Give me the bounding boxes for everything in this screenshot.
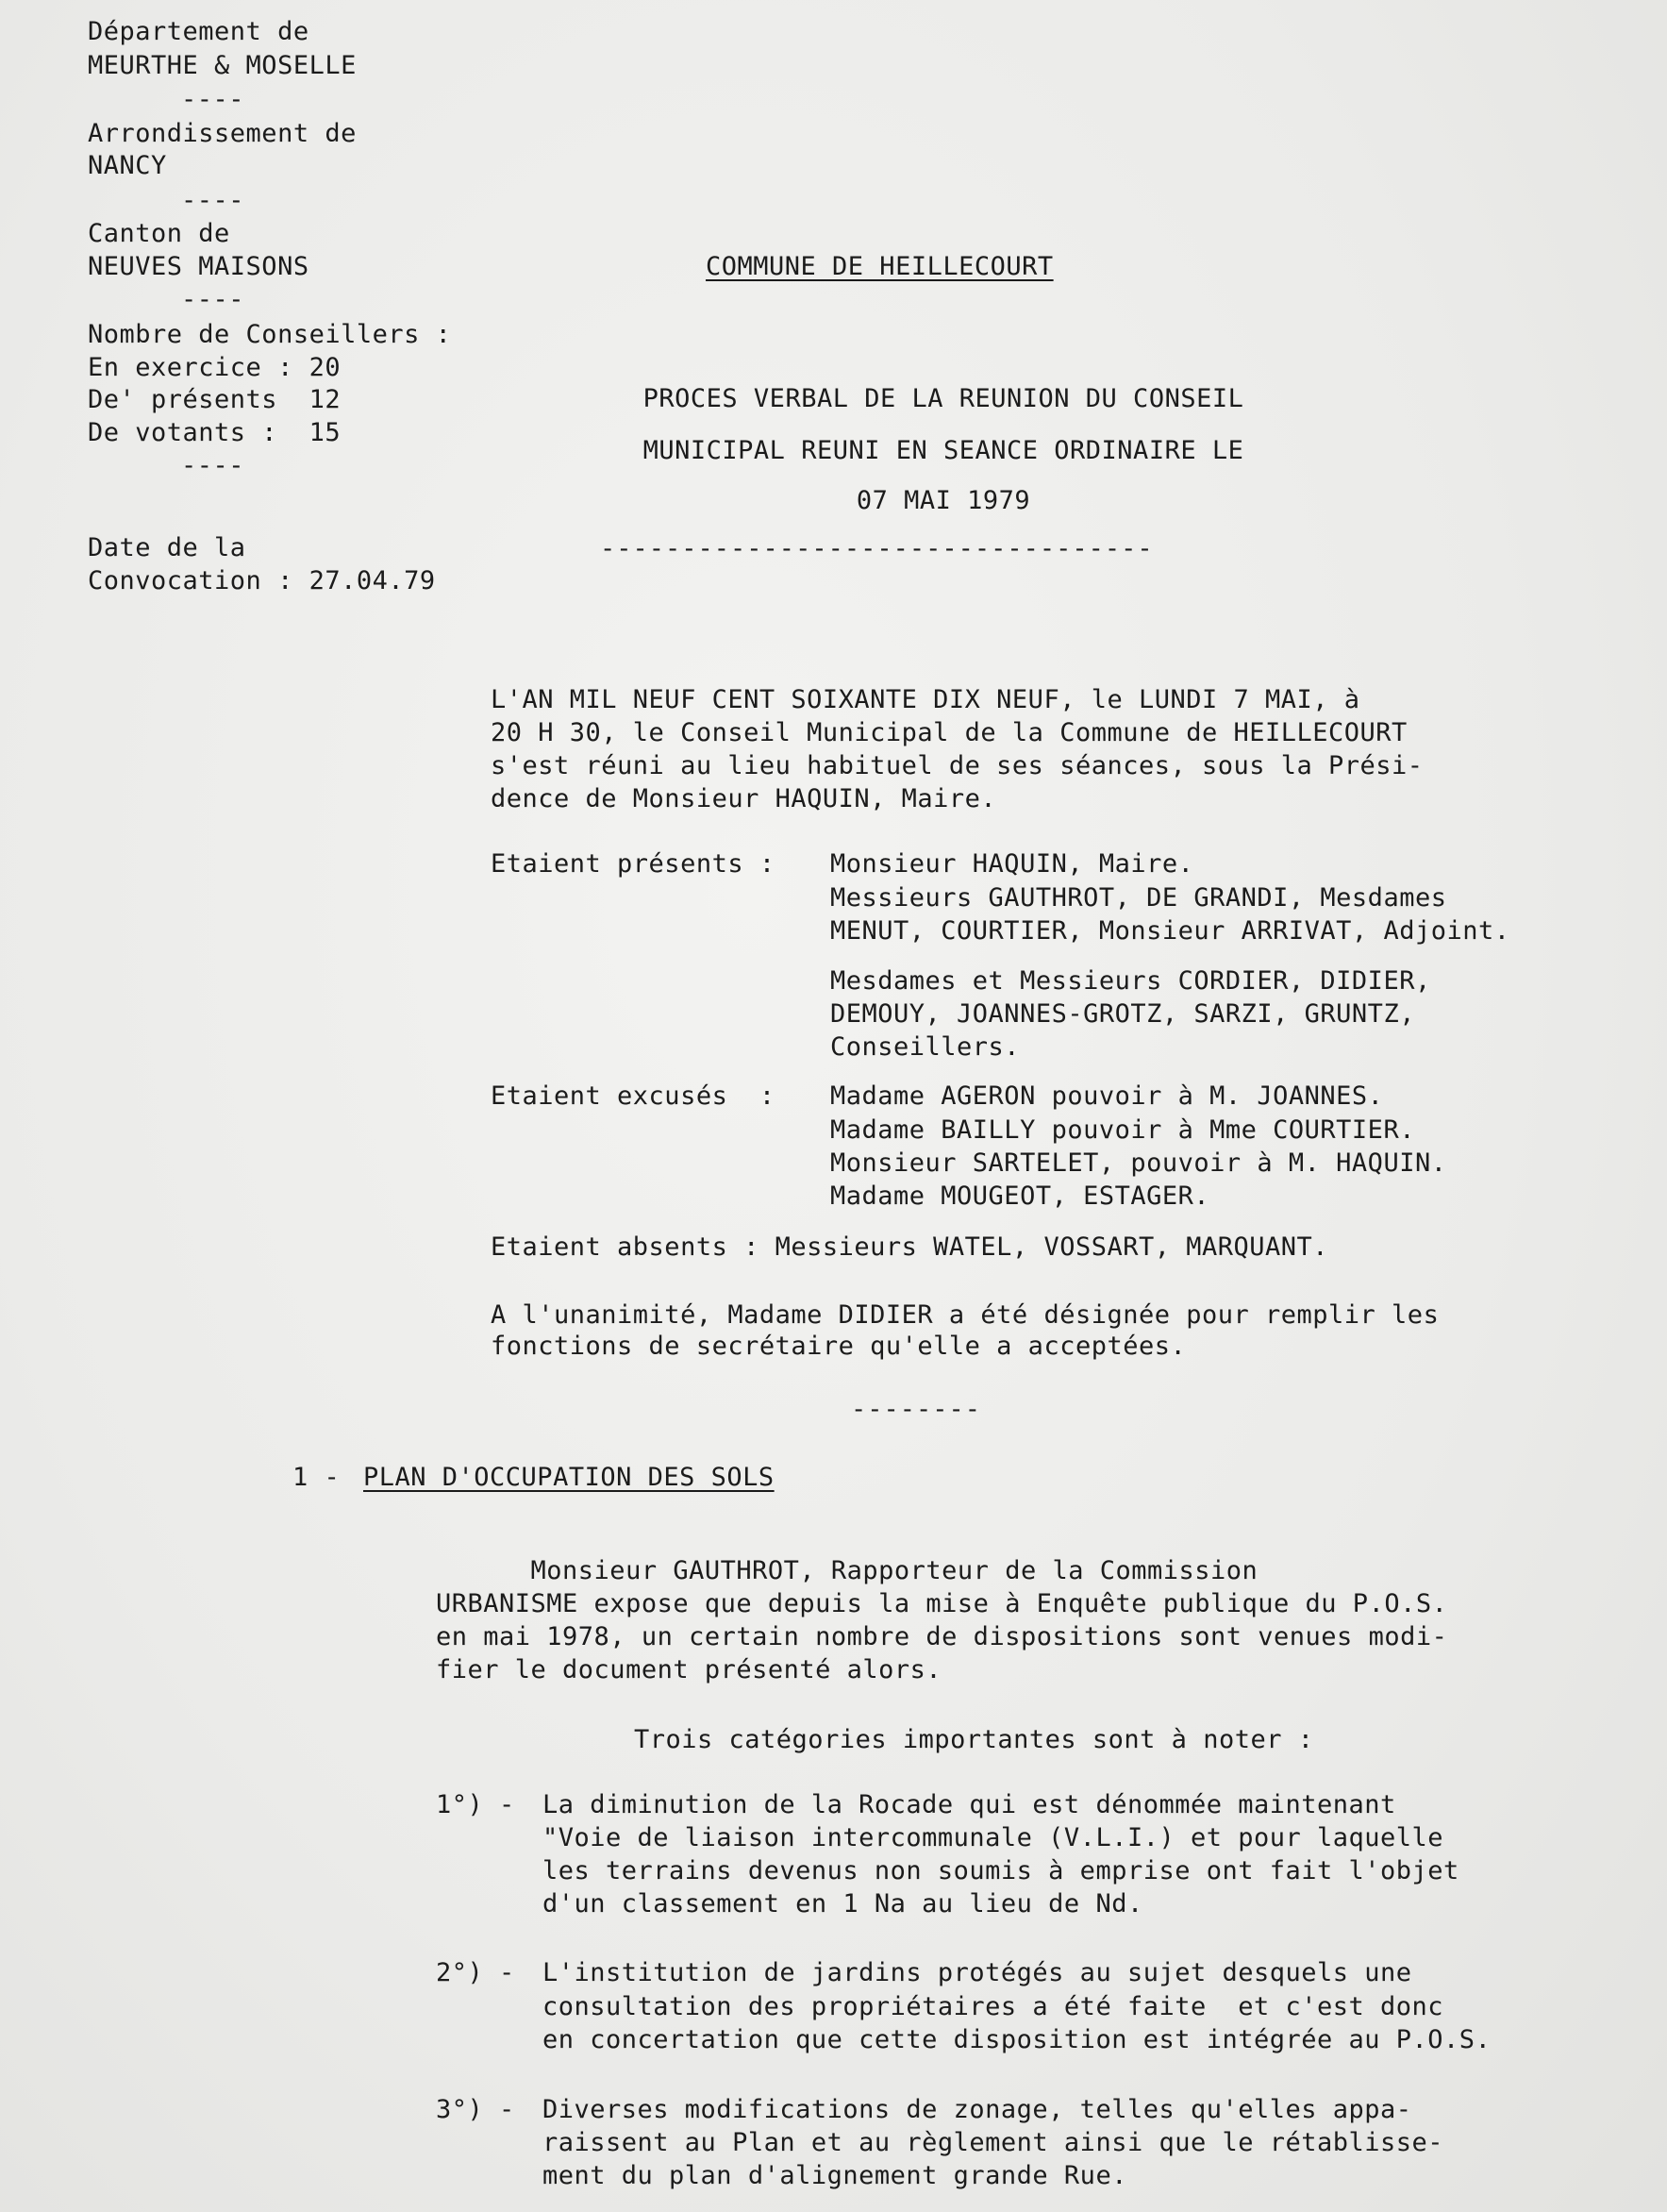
sidebar-convocation-label: Date de la xyxy=(88,533,246,562)
proces-verbal-title-line-1: PROCES VERBAL DE LA REUNION DU CONSEIL xyxy=(642,384,1244,413)
presents-label: Etaient présents : xyxy=(491,849,775,879)
item-line: Diverses modifications de zonage, telles qu'elles appa- xyxy=(542,2095,1412,2124)
excuses-line: Madame AGERON pouvoir à M. JOANNES. xyxy=(830,1081,1384,1111)
item-line: ment du plan d'alignement grande Rue. xyxy=(542,2161,1127,2190)
presents-line: Mesdames et Messieurs CORDIER, DIDIER, xyxy=(830,966,1431,996)
section-lead: Trois catégories importantes sont à noter : xyxy=(634,1725,1314,1754)
sidebar-convocation-date: Convocation : 27.04.79 xyxy=(88,566,436,595)
item-line: les terrains devenus non soumis à emprise ont fait l'objet xyxy=(542,1856,1459,1885)
section-number: 1 - xyxy=(292,1463,341,1492)
sidebar-conseillers-label: Nombre de Conseillers : xyxy=(88,320,452,349)
excuses-line: Madame BAILLY pouvoir à Mme COURTIER. xyxy=(830,1115,1415,1145)
section-para-line: Monsieur GAUTHROT, Rapporteur de la Commission xyxy=(436,1556,1259,1585)
item-line: L'institution de jardins protégés au sujet desquels une xyxy=(542,1958,1412,1987)
item-line: La diminution de la Rocade qui est dénommée maintenant xyxy=(542,1790,1396,1819)
sidebar-separator: ---- xyxy=(181,85,245,114)
intro-line: dence de Monsieur HAQUIN, Maire. xyxy=(491,784,997,813)
excuses-line: Madame MOUGEOT, ESTAGER. xyxy=(830,1181,1210,1211)
section-para-line: fier le document présenté alors. xyxy=(436,1655,942,1684)
intro-line: L'AN MIL NEUF CENT SOIXANTE DIX NEUF, le LUNDI 7 MAI, à xyxy=(491,685,1360,714)
absents-line: Etaient absents : Messieurs WATEL, VOSSART, MARQUANT. xyxy=(491,1232,1329,1262)
sidebar-arrondissement-label: Arrondissement de xyxy=(88,119,357,148)
section-para-line: en mai 1978, un certain nombre de dispositions sont venues modi- xyxy=(436,1622,1448,1651)
item-line: d'un classement en 1 Na au lieu de Nd. xyxy=(542,1889,1143,1919)
secretaire-line: fonctions de secrétaire qu'elle a acceptées. xyxy=(491,1332,1187,1361)
item-number: 3°) - xyxy=(436,2095,515,2124)
item-line: consultation des propriétaires a été faite et c'est donc xyxy=(542,1992,1444,2021)
item-number: 1°) - xyxy=(436,1790,515,1819)
sidebar-separator: ---- xyxy=(181,285,245,314)
presents-line: DEMOUY, JOANNES-GROTZ, SARZI, GRUNTZ, xyxy=(830,999,1415,1029)
sidebar-departement-value: MEURTHE & MOSELLE xyxy=(88,51,357,80)
presents-line: Conseillers. xyxy=(830,1032,1021,1062)
sidebar-separator: ---- xyxy=(181,186,245,215)
secretaire-line: A l'unanimité, Madame DIDIER a été désignée pour remplir les xyxy=(491,1300,1440,1330)
excuses-label: Etaient excusés : xyxy=(491,1081,775,1111)
sidebar-presents: De' présents 12 xyxy=(88,385,342,414)
section-title: PLAN D'OCCUPATION DES SOLS xyxy=(363,1463,775,1492)
commune-title: COMMUNE DE HEILLECOURT xyxy=(706,252,1054,281)
section-para-line: URBANISME expose que depuis la mise à Enquête publique du P.O.S. xyxy=(436,1589,1448,1618)
proces-verbal-title-line-2: MUNICIPAL REUNI EN SEANCE ORDINAIRE LE xyxy=(642,436,1244,465)
header-rule: ---------------------------------- xyxy=(600,534,1154,563)
sidebar-canton-value: NEUVES MAISONS xyxy=(88,252,309,281)
sidebar-votants: De votants : 15 xyxy=(88,418,342,447)
proces-verbal-date: 07 MAI 1979 xyxy=(856,486,1031,515)
item-line: en concertation que cette disposition est intégrée au P.O.S. xyxy=(542,2025,1492,2054)
mid-rule: -------- xyxy=(851,1395,982,1424)
intro-line: 20 H 30, le Conseil Municipal de la Commune de HEILLECOURT xyxy=(491,718,1408,747)
item-line: raissent au Plan et au règlement ainsi que le rétablisse- xyxy=(542,2128,1444,2157)
sidebar-en-exercice: En exercice : 20 xyxy=(88,353,342,382)
presents-line: MENUT, COURTIER, Monsieur ARRIVAT, Adjoint. xyxy=(830,916,1510,946)
intro-line: s'est réuni au lieu habituel de ses séances, sous la Prési- xyxy=(491,751,1424,780)
sidebar-separator: ---- xyxy=(181,451,245,480)
item-number: 2°) - xyxy=(436,1958,515,1987)
sidebar-arrondissement-value: NANCY xyxy=(88,151,167,180)
item-line: "Voie de liaison intercommunale (V.L.I.) et pour laquelle xyxy=(542,1823,1444,1852)
excuses-line: Monsieur SARTELET, pouvoir à M. HAQUIN. xyxy=(830,1148,1447,1178)
sidebar-departement-label: Département de xyxy=(88,17,309,46)
presents-line: Monsieur HAQUIN, Maire. xyxy=(830,849,1194,879)
presents-line: Messieurs GAUTHROT, DE GRANDI, Mesdames xyxy=(830,883,1447,913)
sidebar-canton-label: Canton de xyxy=(88,219,230,248)
